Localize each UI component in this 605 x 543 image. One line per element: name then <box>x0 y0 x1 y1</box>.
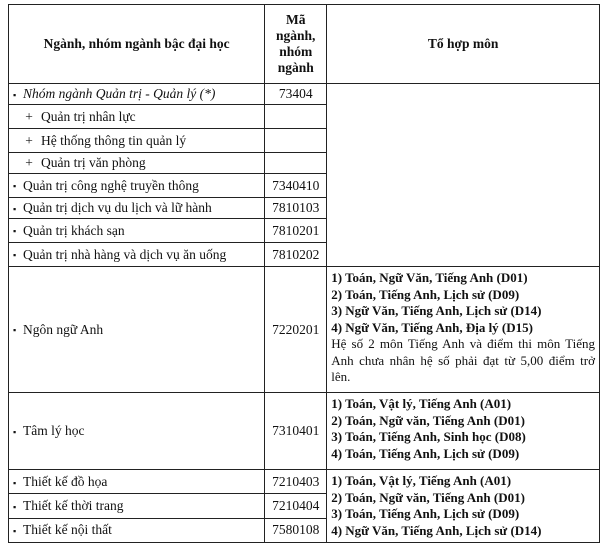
bullet-icon: ▪ <box>13 203 17 214</box>
code-cell <box>265 129 327 153</box>
major-cell <box>9 219 265 243</box>
major-label: Quản trị nhà hàng và dịch vụ ăn uống <box>23 246 227 262</box>
major-label: Quản trị công nghệ truyền thông <box>23 177 199 193</box>
table-header-row <box>9 5 600 84</box>
table-row <box>9 470 600 494</box>
major-cell <box>9 393 265 470</box>
major-cell <box>9 518 265 542</box>
major-label: Quản trị dịch vụ du lịch và lữ hành <box>23 200 212 215</box>
major-label: Ngôn ngữ Anh <box>23 321 104 337</box>
table-row <box>9 393 600 470</box>
code-cell <box>265 153 327 174</box>
major-cell <box>9 129 265 153</box>
combo-cell-psychology <box>327 393 600 470</box>
table-row <box>9 84 600 105</box>
bullet-icon: ▪ <box>13 426 17 437</box>
bullet-icon: ▪ <box>13 226 17 237</box>
major-cell <box>9 174 265 198</box>
combo-item: 3) Toán, Tiếng Anh, Lịch sử (D09) <box>331 506 520 521</box>
major-label: Quản trị nhân lực <box>41 108 136 124</box>
major-label: Tâm lý học <box>23 423 85 438</box>
plus-icon: + <box>25 108 33 124</box>
table-row <box>9 267 600 393</box>
code-cell: 7340410 <box>265 174 327 198</box>
combo-item: 3) Ngữ Văn, Tiếng Anh, Lịch sử (D14) <box>331 303 542 318</box>
code-cell: 7310401 <box>265 393 327 470</box>
major-cell <box>9 198 265 219</box>
combo-note: Hệ số 2 môn Tiếng Anh và điểm thi môn Tiếng Anh chưa nhân hệ số phải đạt từ 5,00 điểm trở lên. <box>331 336 595 384</box>
header-combo: Tổ hợp môn <box>327 5 600 84</box>
major-label: Thiết kế thời trang <box>23 497 124 513</box>
major-cell <box>9 84 265 105</box>
bullet-icon: ▪ <box>13 325 17 336</box>
major-label: Hệ thống thông tin quản lý <box>41 132 187 148</box>
major-label: Nhóm ngành Quản trị - Quản lý (*) <box>23 86 216 101</box>
major-cell <box>9 470 265 494</box>
combo-item: 1) Toán, Vật lý, Tiếng Anh (A01) <box>331 473 512 488</box>
combo-item: 3) Toán, Tiếng Anh, Sinh học (D08) <box>331 429 526 444</box>
combo-item: 1) Toán, Vật lý, Tiếng Anh (A01) <box>331 396 512 411</box>
header-major: Ngành, nhóm ngành bậc đại học <box>9 5 265 84</box>
code-cell: 7810202 <box>265 243 327 267</box>
bullet-icon: ▪ <box>13 181 17 192</box>
bullet-icon: ▪ <box>13 250 17 261</box>
code-cell <box>265 105 327 129</box>
major-cell <box>9 494 265 518</box>
combo-item: 2) Toán, Tiếng Anh, Lịch sử (D09) <box>331 286 520 302</box>
major-cell <box>9 153 265 174</box>
header-code: Mã ngành, nhóm ngành <box>265 5 327 84</box>
major-label: Quản trị khách sạn <box>23 222 125 238</box>
code-cell: 7210404 <box>265 494 327 518</box>
combo-item: 4) Ngữ Văn, Tiếng Anh, Địa lý (D15) <box>331 319 533 335</box>
code-cell: 7580108 <box>265 518 327 542</box>
combo-cell-empty <box>327 84 600 267</box>
combo-item: 4) Toán, Tiếng Anh, Lịch sử (D09) <box>331 445 520 461</box>
bullet-icon: ▪ <box>13 526 17 537</box>
bullet-icon: ▪ <box>13 89 17 100</box>
code-cell: 7810103 <box>265 198 327 219</box>
major-label: Thiết kế đồ họa <box>23 473 108 489</box>
major-label: Quản trị văn phòng <box>41 155 146 170</box>
major-cell <box>9 105 265 129</box>
bullet-icon: ▪ <box>13 477 17 488</box>
combo-cell-english <box>327 267 600 393</box>
code-cell: 7210403 <box>265 470 327 494</box>
code-cell: 73404 <box>265 84 327 105</box>
major-label: Thiết kế nội thất <box>23 522 112 538</box>
code-cell: 7810201 <box>265 219 327 243</box>
combo-item: 4) Ngữ Văn, Tiếng Anh, Lịch sử (D14) <box>331 522 542 538</box>
majors-table <box>8 4 600 543</box>
combo-item: 2) Toán, Ngữ văn, Tiếng Anh (D01) <box>331 412 525 428</box>
plus-icon: + <box>25 155 33 170</box>
combo-item: 1) Toán, Ngữ Văn, Tiếng Anh (D01) <box>331 270 528 285</box>
combo-cell-design <box>327 470 600 543</box>
combo-item: 2) Toán, Ngữ văn, Tiếng Anh (D01) <box>331 489 525 505</box>
plus-icon: + <box>25 132 33 148</box>
bullet-icon: ▪ <box>13 501 17 512</box>
code-cell: 7220201 <box>265 267 327 393</box>
major-cell <box>9 267 265 393</box>
major-cell <box>9 243 265 267</box>
